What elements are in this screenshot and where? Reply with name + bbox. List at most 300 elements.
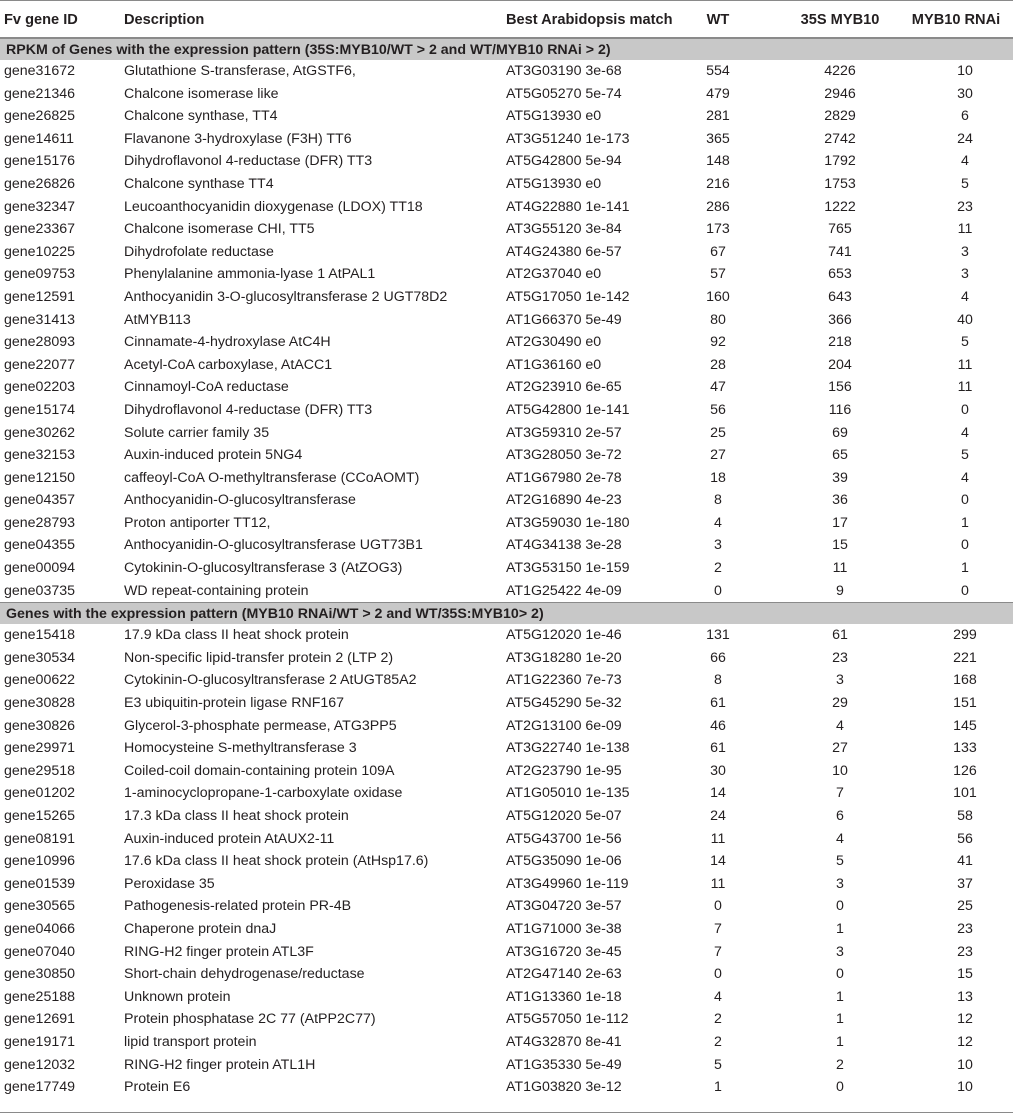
cell-myb10-rnai: 58 — [957, 808, 973, 824]
cell-gene-id: gene09753 — [4, 266, 76, 283]
table-header-row — [0, 0, 1013, 38]
table-row — [0, 918, 1013, 941]
cell-gene-id: gene14611 — [4, 130, 74, 147]
cell-description: Chalcone isomerase like — [124, 85, 279, 102]
cell-myb10-rnai: 151 — [953, 695, 977, 712]
cell-myb10-rnai: 1 — [961, 514, 969, 531]
cell-gene-id: gene08191 — [4, 830, 76, 847]
cell-gene-id: gene12150 — [4, 469, 76, 486]
cell-35s-myb10: 29 — [832, 695, 848, 712]
cell-35s-myb10: 1 — [836, 920, 844, 937]
cell-myb10-rnai: 299 — [953, 627, 977, 644]
cell-arabidopsis-match: AT3G59030 1e-180 — [506, 514, 630, 531]
cell-gene-id: gene30262 — [4, 424, 76, 441]
cell-wt: 281 — [706, 108, 730, 125]
header-arabidopsis-match: Best Arabidopsis match — [506, 12, 673, 28]
cell-gene-id: gene29971 — [4, 740, 76, 757]
cell-gene-id: gene25188 — [4, 988, 76, 1005]
header-description: Description — [124, 12, 205, 28]
cell-35s-myb10: 4226 — [824, 63, 856, 79]
table-row — [0, 941, 1013, 964]
cell-wt: 11 — [710, 875, 726, 892]
cell-wt: 25 — [710, 424, 726, 441]
cell-description: E3 ubiquitin-protein ligase RNF167 — [124, 695, 345, 712]
cell-gene-id: gene21346 — [4, 85, 76, 102]
cell-description: Solute carrier family 35 — [124, 424, 270, 441]
cell-35s-myb10: 1792 — [824, 153, 856, 170]
cell-description: Cinnamate-4-hydroxylase AtC4H — [124, 334, 331, 351]
cell-myb10-rnai: 4 — [961, 288, 969, 305]
cell-description: Auxin-induced protein AtAUX2-11 — [124, 830, 335, 847]
cell-gene-id: gene15176 — [4, 153, 76, 170]
cell-arabidopsis-match: AT2G47140 2e-63 — [506, 966, 622, 983]
cell-35s-myb10: 2742 — [824, 130, 856, 147]
cell-myb10-rnai: 5 — [961, 175, 969, 192]
cell-description: Glycerol-3-phosphate permease, ATG3PP5 — [124, 717, 397, 734]
cell-wt: 216 — [706, 175, 730, 192]
cell-arabidopsis-match: AT5G13930 e0 — [506, 108, 602, 125]
cell-myb10-rnai: 221 — [953, 649, 977, 666]
cell-wt: 8 — [714, 492, 722, 509]
section-1-rows — [0, 60, 1013, 602]
cell-myb10-rnai: 12 — [957, 1011, 973, 1028]
cell-description: Non-specific lipid-transfer protein 2 (LTP 2) — [124, 649, 394, 666]
cell-wt: 80 — [710, 311, 726, 328]
cell-description: Protein phosphatase 2C 77 (AtPP2C77) — [124, 1011, 376, 1028]
cell-wt: 0 — [714, 898, 722, 915]
cell-myb10-rnai: 145 — [953, 717, 977, 734]
cell-arabidopsis-match: AT3G22740 1e-138 — [506, 740, 630, 757]
table-row — [0, 489, 1013, 512]
table-row — [0, 444, 1013, 467]
table-row — [0, 669, 1013, 692]
cell-myb10-rnai: 25 — [957, 898, 973, 915]
cell-arabidopsis-match: AT3G59310 2e-57 — [506, 424, 622, 441]
table-row — [0, 173, 1013, 196]
cell-arabidopsis-match: AT1G25422 4e-09 — [506, 582, 622, 599]
cell-gene-id: gene03735 — [4, 582, 76, 599]
cell-arabidopsis-match: AT3G53150 1e-159 — [506, 560, 630, 577]
table-row — [0, 218, 1013, 241]
cell-description: 17.6 kDa class II heat shock protein (AtHsp17.6) — [124, 853, 429, 870]
cell-35s-myb10: 10 — [832, 762, 848, 779]
table-row — [0, 1054, 1013, 1077]
cell-35s-myb10: 1 — [836, 1011, 844, 1028]
cell-35s-myb10: 0 — [836, 1079, 844, 1096]
cell-description: Flavanone 3-hydroxylase (F3H) TT6 — [124, 130, 352, 147]
cell-wt: 47 — [710, 379, 726, 396]
section-2-rows — [0, 624, 1013, 1098]
cell-arabidopsis-match: AT1G36160 e0 — [506, 356, 602, 373]
table-row — [0, 986, 1013, 1009]
cell-description: Cytokinin-O-glucosyltransferase 3 (AtZOG3) — [124, 560, 403, 577]
cell-gene-id: gene26825 — [4, 108, 76, 125]
cell-myb10-rnai: 5 — [961, 447, 969, 464]
cell-gene-id: gene15265 — [4, 808, 76, 824]
section-1-title-text: RPKM of Genes with the expression pattern (35S:MYB10/WT > 2 and WT/MYB10 RNAi > 2) — [6, 42, 611, 58]
table-row — [0, 715, 1013, 738]
cell-35s-myb10: 27 — [832, 740, 848, 757]
section-1-title — [0, 38, 1013, 60]
cell-35s-myb10: 1753 — [824, 175, 856, 192]
cell-arabidopsis-match: AT1G05010 1e-135 — [506, 785, 630, 802]
cell-35s-myb10: 2946 — [824, 85, 856, 102]
cell-arabidopsis-match: AT4G24380 6e-57 — [506, 243, 622, 260]
cell-description: Glutathione S-transferase, AtGSTF6, — [124, 63, 356, 79]
cell-myb10-rnai: 23 — [957, 198, 973, 215]
cell-myb10-rnai: 11 — [957, 356, 973, 373]
cell-wt: 24 — [710, 808, 726, 824]
cell-arabidopsis-match: AT1G67980 2e-78 — [506, 469, 622, 486]
cell-arabidopsis-match: AT1G22360 7e-73 — [506, 672, 622, 689]
cell-35s-myb10: 3 — [836, 875, 844, 892]
cell-35s-myb10: 3 — [836, 672, 844, 689]
cell-wt: 61 — [710, 695, 726, 712]
cell-myb10-rnai: 0 — [961, 582, 969, 599]
table-row — [0, 331, 1013, 354]
table-row — [0, 150, 1013, 173]
table-row — [0, 782, 1013, 805]
cell-arabidopsis-match: AT1G71000 3e-38 — [506, 920, 622, 937]
cell-arabidopsis-match: AT2G13100 6e-09 — [506, 717, 622, 734]
cell-wt: 14 — [710, 785, 726, 802]
cell-description: Chalcone synthase TT4 — [124, 175, 274, 192]
cell-wt: 27 — [710, 447, 726, 464]
cell-description: Proton antiporter TT12, — [124, 514, 271, 531]
cell-arabidopsis-match: AT1G13360 1e-18 — [506, 988, 622, 1005]
cell-arabidopsis-match: AT5G43700 1e-56 — [506, 830, 622, 847]
cell-description: Coiled-coil domain-containing protein 109A — [124, 762, 395, 779]
cell-35s-myb10: 4 — [836, 830, 844, 847]
table-row — [0, 399, 1013, 422]
cell-gene-id: gene30850 — [4, 966, 76, 983]
table-row — [0, 828, 1013, 851]
cell-arabidopsis-match: AT2G23910 6e-65 — [506, 379, 622, 396]
cell-gene-id: gene04066 — [4, 920, 76, 937]
cell-gene-id: gene28093 — [4, 334, 76, 351]
cell-description: RING-H2 finger protein ATL1H — [124, 1056, 316, 1073]
cell-description: 1-aminocyclopropane-1-carboxylate oxidase — [124, 785, 403, 802]
table-row — [0, 467, 1013, 490]
cell-wt: 56 — [710, 401, 726, 418]
cell-gene-id: gene12691 — [4, 1011, 76, 1028]
table-row — [0, 805, 1013, 828]
cell-35s-myb10: 765 — [828, 221, 852, 238]
cell-description: Chaperone protein dnaJ — [124, 920, 277, 937]
cell-wt: 479 — [706, 85, 730, 102]
cell-myb10-rnai: 5 — [961, 334, 969, 351]
cell-gene-id: gene10225 — [4, 243, 76, 260]
cell-35s-myb10: 204 — [828, 356, 852, 373]
table-row — [0, 422, 1013, 445]
cell-35s-myb10: 741 — [828, 243, 852, 260]
cell-myb10-rnai: 1 — [961, 560, 969, 577]
cell-wt: 92 — [710, 334, 726, 351]
cell-wt: 11 — [710, 830, 726, 847]
table-row — [0, 737, 1013, 760]
cell-wt: 554 — [706, 63, 730, 79]
cell-myb10-rnai: 11 — [957, 221, 973, 238]
cell-description: Auxin-induced protein 5NG4 — [124, 447, 303, 464]
cell-wt: 2 — [714, 1011, 722, 1028]
table-row — [0, 760, 1013, 783]
cell-35s-myb10: 1 — [836, 988, 844, 1005]
cell-myb10-rnai: 3 — [961, 266, 969, 283]
cell-description: Homocysteine S-methyltransferase 3 — [124, 740, 357, 757]
cell-description: RING-H2 finger protein ATL3F — [124, 943, 314, 960]
cell-myb10-rnai: 10 — [957, 63, 973, 79]
table-row — [0, 895, 1013, 918]
cell-35s-myb10: 366 — [828, 311, 852, 328]
cell-wt: 30 — [710, 762, 726, 779]
cell-35s-myb10: 65 — [832, 447, 848, 464]
cell-myb10-rnai: 23 — [957, 920, 973, 937]
cell-35s-myb10: 156 — [828, 379, 852, 396]
table-bottom-rule — [0, 1112, 1013, 1113]
cell-wt: 0 — [714, 582, 722, 599]
cell-myb10-rnai: 15 — [957, 966, 973, 983]
cell-myb10-rnai: 168 — [953, 672, 977, 689]
cell-arabidopsis-match: AT3G04720 3e-57 — [506, 898, 622, 915]
table-row — [0, 557, 1013, 580]
cell-myb10-rnai: 4 — [961, 424, 969, 441]
cell-wt: 0 — [714, 966, 722, 983]
cell-arabidopsis-match: AT5G45290 5e-32 — [506, 695, 622, 712]
cell-wt: 7 — [714, 943, 722, 960]
cell-gene-id: gene29518 — [4, 762, 76, 779]
cell-gene-id: gene30534 — [4, 649, 76, 666]
cell-wt: 14 — [710, 853, 726, 870]
cell-myb10-rnai: 24 — [957, 130, 973, 147]
table-row — [0, 1076, 1013, 1099]
cell-wt: 7 — [714, 920, 722, 937]
cell-arabidopsis-match: AT4G34138 3e-28 — [506, 537, 622, 554]
cell-myb10-rnai: 4 — [961, 153, 969, 170]
table-row — [0, 263, 1013, 286]
cell-myb10-rnai: 13 — [957, 988, 973, 1005]
cell-arabidopsis-match: AT3G18280 1e-20 — [506, 649, 622, 666]
cell-myb10-rnai: 30 — [957, 85, 973, 102]
cell-arabidopsis-match: AT2G30490 e0 — [506, 334, 602, 351]
cell-description: Short-chain dehydrogenase/reductase — [124, 966, 365, 983]
cell-description: Chalcone isomerase CHI, TT5 — [124, 221, 315, 238]
cell-arabidopsis-match: AT4G22880 1e-141 — [506, 198, 630, 215]
cell-gene-id: gene17749 — [4, 1079, 76, 1096]
cell-gene-id: gene00622 — [4, 672, 76, 689]
cell-wt: 67 — [710, 243, 726, 260]
cell-arabidopsis-match: AT5G12020 1e-46 — [506, 627, 622, 644]
section-2-title — [0, 602, 1013, 624]
cell-35s-myb10: 15 — [832, 537, 848, 554]
cell-description: Unknown protein — [124, 988, 231, 1005]
cell-35s-myb10: 11 — [832, 560, 848, 577]
cell-gene-id: gene31413 — [4, 311, 76, 328]
cell-description: Dihydrofolate reductase — [124, 243, 274, 260]
cell-description: Peroxidase 35 — [124, 875, 215, 892]
table-row — [0, 580, 1013, 603]
header-wt: WT — [706, 12, 730, 28]
cell-arabidopsis-match: AT5G57050 1e-112 — [506, 1011, 629, 1028]
cell-description: Phenylalanine ammonia-lyase 1 AtPAL1 — [124, 266, 376, 283]
table-row — [0, 873, 1013, 896]
cell-arabidopsis-match: AT3G16720 3e-45 — [506, 943, 622, 960]
table-row — [0, 624, 1013, 647]
cell-35s-myb10: 17 — [832, 514, 848, 531]
cell-arabidopsis-match: AT5G42800 1e-141 — [506, 401, 630, 418]
cell-myb10-rnai: 10 — [957, 1079, 973, 1096]
cell-35s-myb10: 5 — [836, 853, 844, 870]
cell-gene-id: gene12032 — [4, 1056, 76, 1073]
cell-arabidopsis-match: AT3G03190 3e-68 — [506, 63, 622, 79]
cell-35s-myb10: 7 — [836, 785, 844, 802]
cell-35s-myb10: 653 — [828, 266, 852, 283]
cell-description: Anthocyanidin 3-O-glucosyltransferase 2 UGT78D2 — [124, 288, 448, 305]
cell-gene-id: gene04357 — [4, 492, 76, 509]
cell-wt: 66 — [710, 649, 726, 666]
cell-wt: 57 — [710, 266, 726, 283]
table-row — [0, 128, 1013, 151]
table-row — [0, 241, 1013, 264]
cell-gene-id: gene12591 — [4, 288, 76, 305]
cell-arabidopsis-match: AT2G23790 1e-95 — [506, 762, 622, 779]
cell-myb10-rnai: 3 — [961, 243, 969, 260]
cell-35s-myb10: 1 — [836, 1033, 844, 1050]
cell-wt: 46 — [710, 717, 726, 734]
cell-gene-id: gene01539 — [4, 875, 76, 892]
cell-wt: 1 — [714, 1079, 722, 1096]
cell-myb10-rnai: 37 — [957, 875, 973, 892]
cell-35s-myb10: 9 — [836, 582, 844, 599]
cell-wt: 365 — [706, 130, 730, 147]
cell-35s-myb10: 2 — [836, 1056, 844, 1073]
cell-arabidopsis-match: AT5G42800 5e-94 — [506, 153, 622, 170]
cell-myb10-rnai: 133 — [953, 740, 977, 757]
cell-description: AtMYB113 — [124, 311, 191, 328]
table-row — [0, 83, 1013, 106]
cell-gene-id: gene32153 — [4, 447, 76, 464]
cell-35s-myb10: 6 — [836, 808, 844, 824]
cell-myb10-rnai: 11 — [957, 379, 973, 396]
cell-wt: 131 — [706, 627, 730, 644]
cell-description: Cytokinin-O-glucosyltransferase 2 AtUGT85A2 — [124, 672, 417, 689]
cell-wt: 2 — [714, 560, 722, 577]
cell-gene-id: gene01202 — [4, 785, 76, 802]
cell-arabidopsis-match: AT3G51240 1e-173 — [506, 130, 630, 147]
cell-gene-id: gene30565 — [4, 898, 76, 915]
cell-arabidopsis-match: AT5G12020 5e-07 — [506, 808, 622, 824]
cell-description: Leucoanthocyanidin dioxygenase (LDOX) TT18 — [124, 198, 423, 215]
cell-wt: 5 — [714, 1056, 722, 1073]
cell-gene-id: gene31672 — [4, 63, 76, 79]
cell-arabidopsis-match: AT5G13930 e0 — [506, 175, 602, 192]
cell-gene-id: gene23367 — [4, 221, 76, 238]
cell-arabidopsis-match: AT1G35330 5e-49 — [506, 1056, 622, 1073]
cell-wt: 18 — [710, 469, 726, 486]
table-row — [0, 286, 1013, 309]
cell-35s-myb10: 39 — [832, 469, 848, 486]
cell-myb10-rnai: 10 — [957, 1056, 973, 1073]
cell-gene-id: gene32347 — [4, 198, 76, 215]
cell-description: 17.3 kDa class II heat shock protein — [124, 808, 349, 824]
cell-wt: 28 — [710, 356, 726, 373]
cell-35s-myb10: 3 — [836, 943, 844, 960]
cell-wt: 160 — [706, 288, 730, 305]
cell-myb10-rnai: 0 — [961, 401, 969, 418]
cell-myb10-rnai: 0 — [961, 537, 969, 554]
table-row — [0, 692, 1013, 715]
cell-description: Acetyl-CoA carboxylase, AtACC1 — [124, 356, 333, 373]
cell-myb10-rnai: 0 — [961, 492, 969, 509]
cell-description: caffeoyl-CoA O-methyltransferase (CCoAOMT) — [124, 469, 420, 486]
cell-35s-myb10: 218 — [828, 334, 852, 351]
cell-description: Anthocyanidin-O-glucosyltransferase — [124, 492, 356, 509]
cell-arabidopsis-match: AT4G32870 8e-41 — [506, 1033, 622, 1050]
cell-gene-id: gene04355 — [4, 537, 76, 554]
table-row — [0, 354, 1013, 377]
cell-arabidopsis-match: AT2G16890 4e-23 — [506, 492, 622, 509]
cell-wt: 8 — [714, 672, 722, 689]
cell-description: Chalcone synthase, TT4 — [124, 108, 278, 125]
cell-description: Cinnamoyl-CoA reductase — [124, 379, 289, 396]
cell-myb10-rnai: 40 — [957, 311, 973, 328]
cell-myb10-rnai: 6 — [961, 108, 969, 125]
cell-arabidopsis-match: AT3G55120 3e-84 — [506, 221, 622, 238]
cell-myb10-rnai: 23 — [957, 943, 973, 960]
cell-wt: 173 — [706, 221, 730, 238]
table-row — [0, 850, 1013, 873]
cell-gene-id: gene19171 — [4, 1033, 76, 1050]
cell-myb10-rnai: 126 — [953, 762, 977, 779]
cell-arabidopsis-match: AT3G28050 3e-72 — [506, 447, 622, 464]
header-myb10-rnai: MYB10 RNAi — [911, 12, 1001, 28]
cell-myb10-rnai: 4 — [961, 469, 969, 486]
cell-myb10-rnai: 56 — [957, 830, 973, 847]
table-row — [0, 647, 1013, 670]
cell-myb10-rnai: 101 — [953, 785, 977, 802]
cell-wt: 4 — [714, 988, 722, 1005]
cell-arabidopsis-match: AT5G17050 1e-142 — [506, 288, 630, 305]
cell-35s-myb10: 116 — [828, 401, 852, 418]
table-row — [0, 196, 1013, 219]
cell-gene-id: gene07040 — [4, 943, 76, 960]
cell-myb10-rnai: 12 — [957, 1033, 973, 1050]
cell-myb10-rnai: 41 — [957, 853, 973, 870]
table-row — [0, 512, 1013, 535]
cell-gene-id: gene10996 — [4, 853, 76, 870]
table-row — [0, 534, 1013, 557]
cell-35s-myb10: 1222 — [824, 198, 856, 215]
cell-35s-myb10: 61 — [832, 627, 848, 644]
cell-gene-id: gene15418 — [4, 627, 76, 644]
cell-gene-id: gene26826 — [4, 175, 76, 192]
table-row — [0, 963, 1013, 986]
cell-arabidopsis-match: AT1G66370 5e-49 — [506, 311, 622, 328]
table-row — [0, 1031, 1013, 1054]
cell-35s-myb10: 0 — [836, 966, 844, 983]
cell-35s-myb10: 0 — [836, 898, 844, 915]
cell-arabidopsis-match: AT3G49960 1e-119 — [506, 875, 629, 892]
cell-description: Protein E6 — [124, 1079, 191, 1096]
header-gene-id: Fv gene ID — [4, 12, 78, 28]
cell-wt: 286 — [706, 198, 730, 215]
cell-wt: 2 — [714, 1033, 722, 1050]
table-row — [0, 1008, 1013, 1031]
table-row — [0, 309, 1013, 332]
cell-wt: 61 — [710, 740, 726, 757]
cell-wt: 4 — [714, 514, 722, 531]
cell-gene-id: gene00094 — [4, 560, 76, 577]
cell-description: 17.9 kDa class II heat shock protein — [124, 627, 349, 644]
